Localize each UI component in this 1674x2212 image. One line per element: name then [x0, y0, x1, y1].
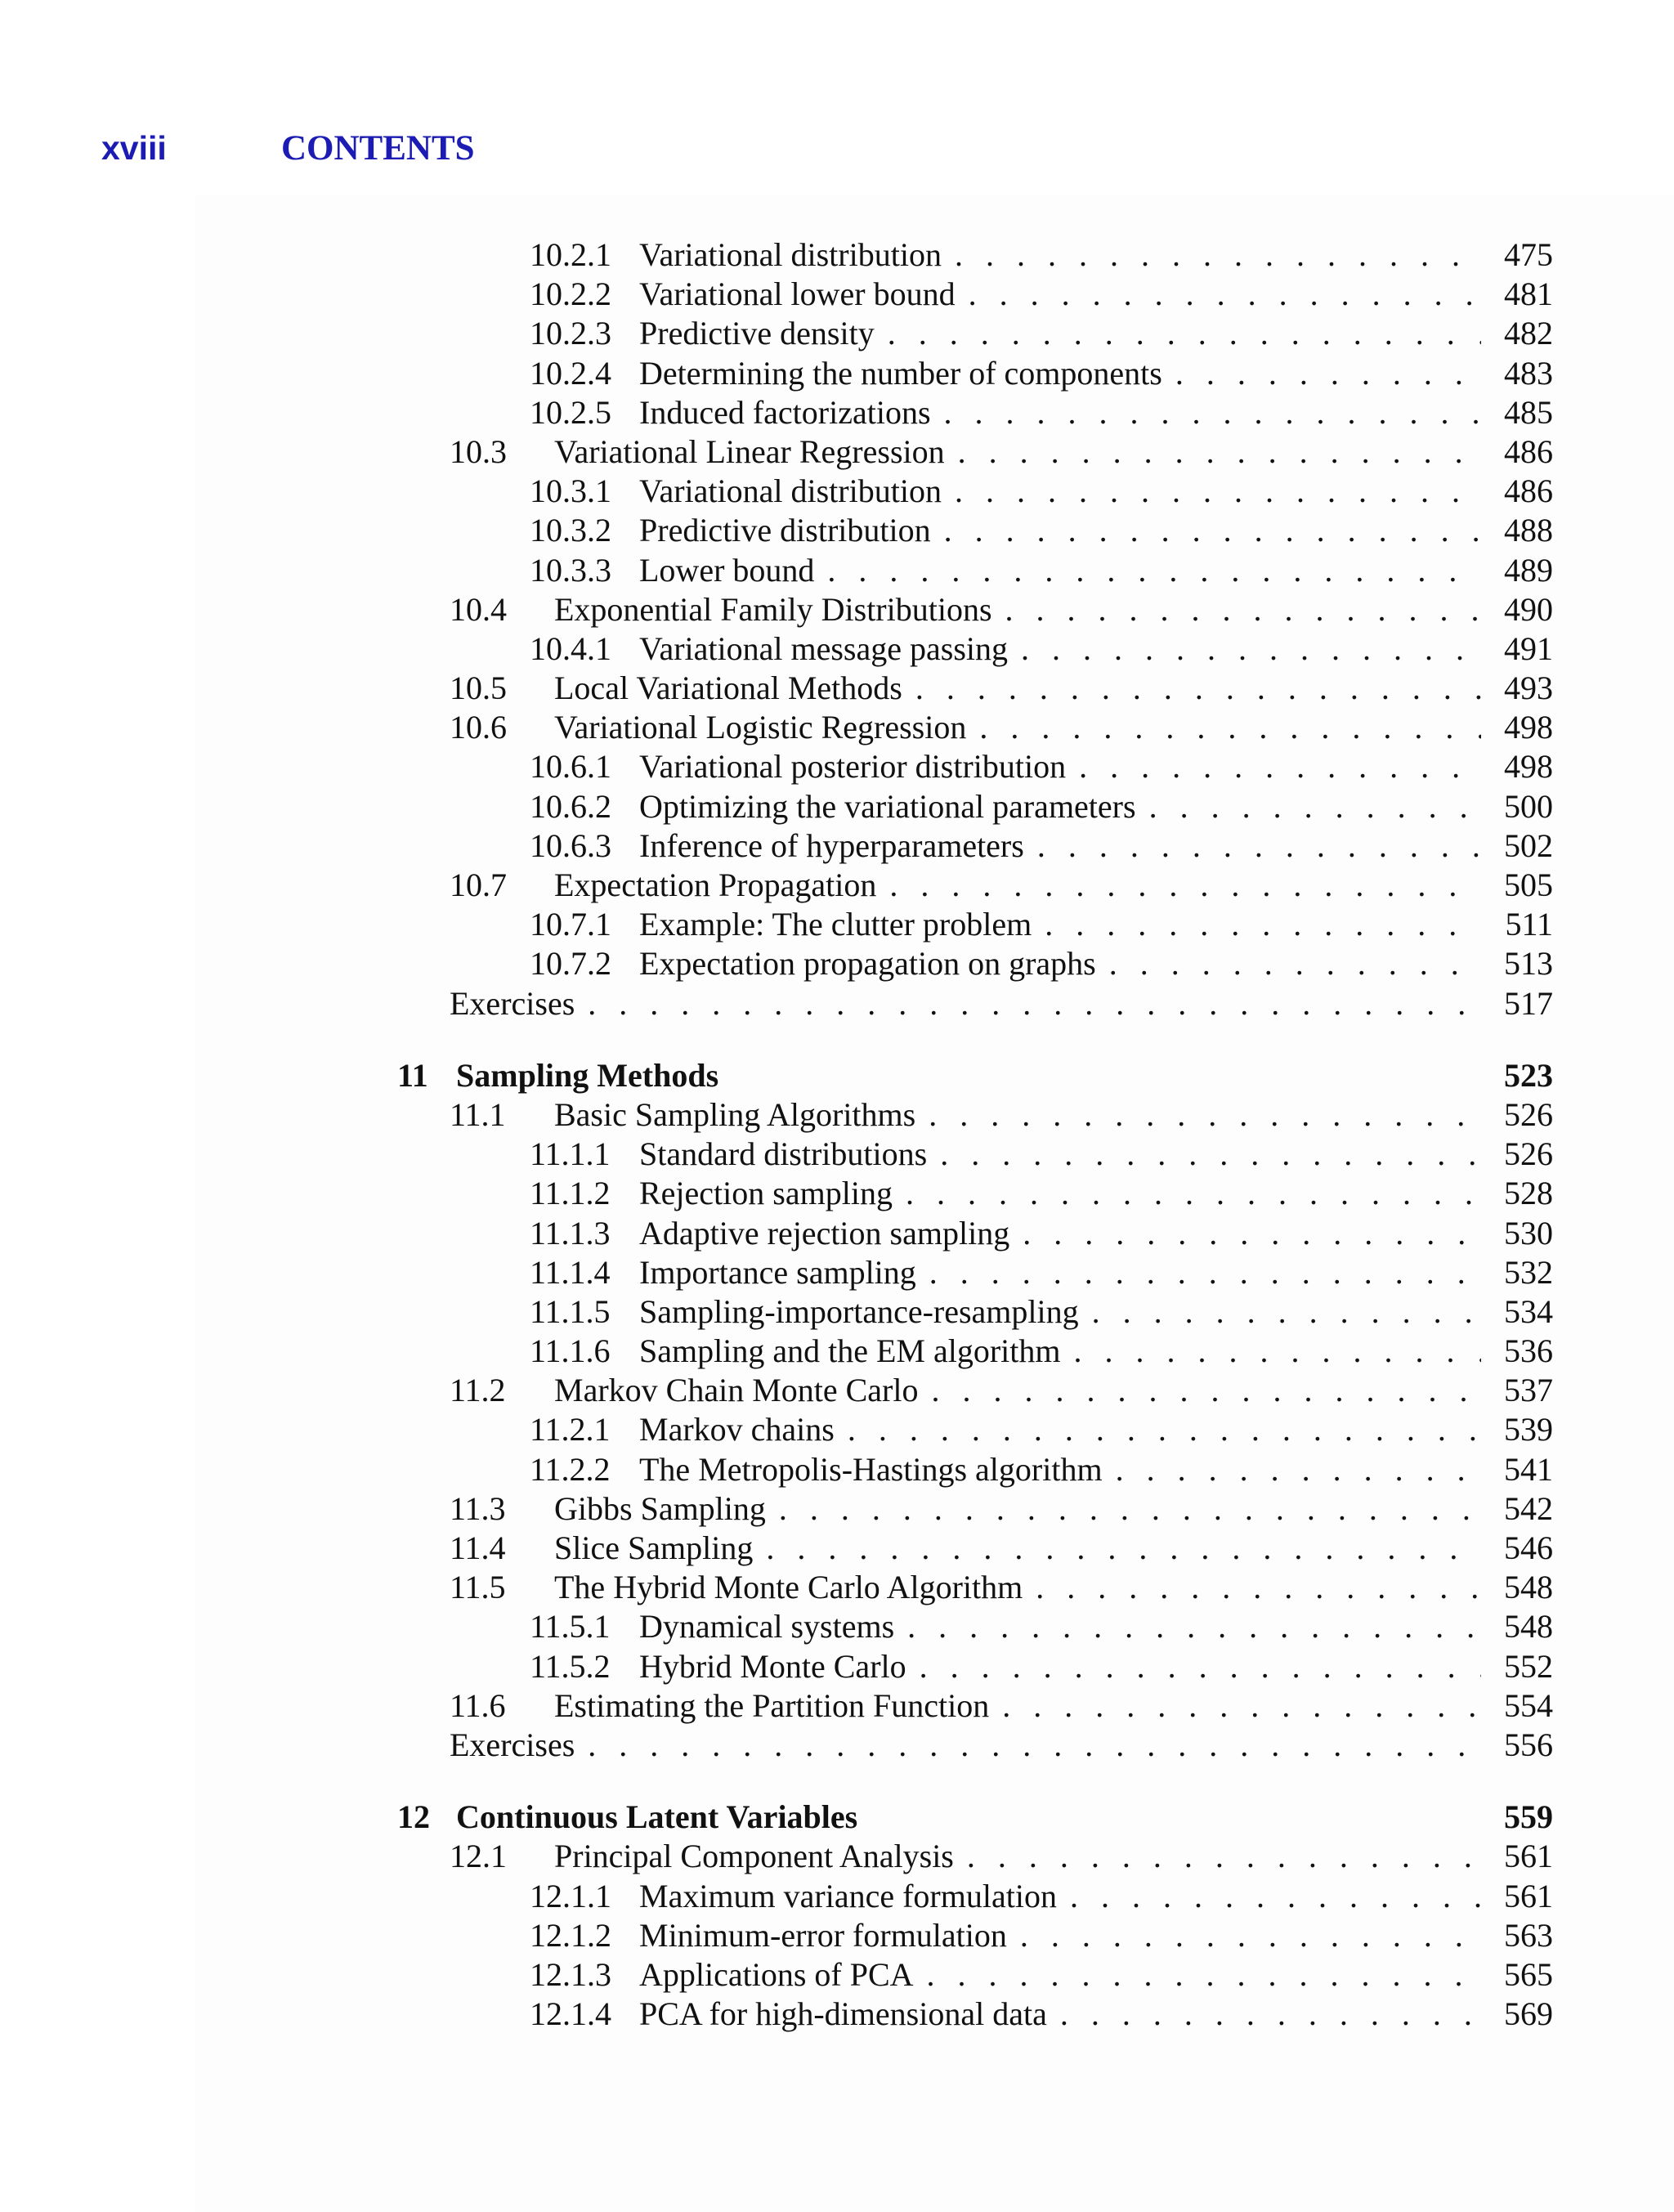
toc-entry-page: 539: [1504, 1411, 1553, 1449]
toc-entry[interactable]: [397, 1529, 1553, 1568]
toc-entry-heading: [450, 432, 1481, 472]
toc-entry-number: 11.5.1: [530, 1608, 611, 1646]
toc-entry-number: 12.1.2: [530, 1916, 611, 1954]
toc-entry-heading: [530, 1450, 1481, 1489]
toc-chapter[interactable]: [397, 1056, 1553, 1095]
toc-entry-title: Variational distribution: [639, 472, 942, 510]
toc-entry-page: 561: [1504, 1877, 1553, 1914]
toc-entry-number: 11: [397, 1056, 428, 1094]
toc-entry-number: 11.1.1: [530, 1135, 611, 1173]
toc-entry-title: Dynamical systems: [639, 1608, 895, 1646]
toc-entry[interactable]: [397, 669, 1553, 708]
toc-entry-page: 548: [1504, 1569, 1553, 1606]
toc-entry-page: 486: [1504, 432, 1553, 470]
toc-entry[interactable]: [397, 472, 1553, 511]
toc-entry-title: Variational distribution: [639, 236, 942, 273]
toc-entry-page: 498: [1504, 748, 1553, 786]
toc-entry-title: Rejection sampling: [639, 1175, 893, 1212]
toc-entry-heading: [450, 1837, 1481, 1876]
toc-entry-page: 526: [1504, 1095, 1553, 1133]
toc-exercises[interactable]: [397, 1726, 1553, 1765]
toc-entry-number: 12.1.4: [530, 1995, 611, 2033]
toc-entry-number: 11.2.2: [530, 1450, 611, 1488]
toc-entry-number: 11.2: [450, 1372, 506, 1409]
toc-entry-heading: [530, 1995, 1481, 2034]
toc-entry[interactable]: [397, 551, 1553, 590]
toc-entry-number: 10.7: [450, 866, 507, 903]
toc-entry[interactable]: [397, 1292, 1553, 1332]
toc-entry-heading: [530, 354, 1481, 393]
toc-entry-heading: [530, 1647, 1481, 1686]
toc-entry-page: 523: [1504, 1056, 1553, 1094]
toc-entry-page: 498: [1504, 709, 1553, 746]
toc-entry-title: Continuous Latent Variables: [456, 1798, 858, 1836]
toc-entry-title: Determining the number of components: [639, 354, 1162, 392]
toc-entry-title: Lower bound: [639, 551, 815, 589]
toc-entry-heading: [530, 1607, 1481, 1646]
toc-entry-heading: [450, 1686, 1481, 1726]
toc-entry-title: Slice Sampling: [554, 1529, 754, 1566]
toc-entry-heading: [530, 787, 1481, 826]
toc-entry-title: Estimating the Partition Function: [554, 1686, 990, 1724]
toc-entry-number: 10.6.3: [530, 826, 611, 864]
toc-entry-title: Inference of hyperparameters: [639, 826, 1024, 864]
toc-entry[interactable]: [397, 1253, 1553, 1292]
toc-entry[interactable]: [397, 1450, 1553, 1489]
toc-entry-number: 10.2.4: [530, 354, 611, 392]
toc-entry-number: 12.1.3: [530, 1955, 611, 1993]
toc-entry-page: 554: [1504, 1686, 1553, 1724]
toc-entry-number: 12: [397, 1798, 430, 1836]
toc-entry-page: 569: [1504, 1995, 1553, 2033]
toc-entry-title: Markov chains: [639, 1411, 835, 1449]
toc-entry[interactable]: [397, 905, 1553, 944]
toc-entry-heading: [530, 1214, 1481, 1253]
toc-entry-page: 559: [1504, 1798, 1553, 1836]
toc-entry-page: 489: [1504, 551, 1553, 589]
toc-entry-page: 491: [1504, 629, 1553, 667]
toc-entry-heading: [397, 1798, 1481, 1837]
toc-entry[interactable]: [397, 275, 1553, 314]
toc-entry-title: Exercises: [450, 984, 575, 1022]
toc-entry-number: 11.2.1: [530, 1411, 611, 1449]
toc-entry-number: 10.3.2: [530, 512, 611, 549]
toc-entry-page: 537: [1504, 1372, 1553, 1409]
toc-entry[interactable]: [397, 1607, 1553, 1646]
toc-entry-title: Hybrid Monte Carlo: [639, 1647, 906, 1685]
toc-entry[interactable]: [397, 314, 1553, 353]
toc-entry-heading: [450, 1489, 1481, 1529]
toc-entry[interactable]: [397, 1214, 1553, 1253]
toc-entry-page: 502: [1504, 826, 1553, 864]
toc-entry-page: 565: [1504, 1955, 1553, 1993]
toc-entry-number: 11.1.3: [530, 1214, 611, 1252]
toc-entry-title: Exercises: [450, 1726, 575, 1763]
toc-entry[interactable]: [397, 1837, 1553, 1876]
toc-entry-number: 10.2.5: [530, 393, 611, 431]
toc-entry-title: Predictive distribution: [639, 512, 931, 549]
toc-entry[interactable]: [397, 1877, 1553, 1916]
toc-entry-title: Variational Logistic Regression: [554, 709, 967, 746]
toc-entry[interactable]: [397, 393, 1553, 432]
toc-entry-page: 552: [1504, 1647, 1553, 1685]
toc-entry[interactable]: [397, 1955, 1553, 1995]
toc-entry-heading: [530, 1174, 1481, 1213]
toc-entry-title: Exponential Family Distributions: [554, 590, 992, 628]
toc-entry[interactable]: [397, 1686, 1553, 1726]
running-title: CONTENTS: [281, 129, 475, 168]
table-of-contents: [397, 235, 1553, 2034]
toc-entry-heading: [530, 472, 1481, 511]
toc-entry-number: 12.1.1: [530, 1877, 611, 1914]
toc-exercises[interactable]: [397, 984, 1553, 1023]
toc-entry-page: 481: [1504, 275, 1553, 313]
toc-entry-title: Principal Component Analysis: [554, 1838, 954, 1875]
toc-entry-number: 10.4: [450, 590, 507, 628]
toc-entry-heading: [530, 1877, 1481, 1916]
toc-entry-title: Induced factorizations: [639, 393, 931, 431]
toc-entry[interactable]: [397, 1489, 1553, 1529]
toc-entry-heading: [450, 669, 1481, 708]
toc-entry[interactable]: [397, 787, 1553, 826]
toc-entry-title: Sampling-importance-resampling: [639, 1292, 1079, 1330]
toc-entry[interactable]: [397, 629, 1553, 669]
toc-entry-number: 10.5: [450, 669, 507, 707]
toc-entry-number: 10.2.3: [530, 315, 611, 352]
toc-entry-title: Local Variational Methods: [554, 669, 902, 707]
toc-entry-title: Expectation Propagation: [554, 866, 877, 903]
toc-entry[interactable]: [397, 432, 1553, 472]
toc-entry-page: 561: [1504, 1838, 1553, 1875]
toc-entry-number: 11.5: [450, 1569, 506, 1606]
toc-entry-number: 11.4: [450, 1529, 506, 1566]
toc-entry-page: 482: [1504, 315, 1553, 352]
toc-entry-number: 11.6: [450, 1686, 506, 1724]
toc-entry-page: 513: [1504, 945, 1553, 983]
toc-entry-title: Variational lower bound: [639, 275, 956, 313]
toc-entry-number: 10.2.1: [530, 236, 611, 273]
toc-entry-heading: [530, 944, 1481, 983]
toc-entry-page: 483: [1504, 354, 1553, 392]
toc-entry-title: Variational Linear Regression: [554, 432, 945, 470]
toc-entry-page: 485: [1504, 393, 1553, 431]
toc-entry-page: 556: [1504, 1726, 1553, 1763]
toc-entry-page: 528: [1504, 1175, 1553, 1212]
toc-entry[interactable]: [397, 1332, 1553, 1371]
toc-entry-page: 526: [1504, 1135, 1553, 1173]
toc-entry-title: The Metropolis-Hastings algorithm: [639, 1450, 1103, 1488]
toc-entry-heading: [530, 629, 1481, 669]
toc-entry[interactable]: [397, 1568, 1553, 1607]
toc-entry[interactable]: [397, 747, 1553, 786]
toc-entry-heading: [450, 1095, 1481, 1135]
toc-entry-heading: [450, 1529, 1481, 1568]
toc-entry-heading: [530, 275, 1481, 314]
toc-entry-heading: [530, 1410, 1481, 1449]
toc-entry-page: 546: [1504, 1529, 1553, 1566]
toc-entry-page: 542: [1504, 1489, 1553, 1527]
toc-entry-page: 541: [1504, 1450, 1553, 1488]
toc-entry-number: 10.6.1: [530, 748, 611, 786]
toc-entry[interactable]: [397, 1371, 1553, 1410]
toc-entry-title: Gibbs Sampling: [554, 1489, 766, 1527]
toc-entry-title: PCA for high-dimensional data: [639, 1995, 1047, 2033]
toc-entry-heading: [450, 1568, 1481, 1607]
toc-entry[interactable]: [397, 708, 1553, 747]
toc-entry-heading: [530, 511, 1481, 550]
toc-entry-title: Basic Sampling Algorithms: [554, 1095, 916, 1133]
toc-entry-number: 10.7.1: [530, 906, 611, 943]
toc-entry[interactable]: [397, 1095, 1553, 1135]
toc-entry-page: 563: [1504, 1916, 1553, 1954]
toc-entry-title: Expectation propagation on graphs: [639, 945, 1096, 983]
toc-entry-number: 12.1: [450, 1838, 507, 1875]
toc-entry[interactable]: [397, 866, 1553, 905]
toc-entry[interactable]: [397, 235, 1553, 275]
toc-entry[interactable]: [397, 354, 1553, 393]
toc-entry-page: 490: [1504, 590, 1553, 628]
running-head: [0, 0, 1674, 180]
toc-entry-title: Predictive density: [639, 315, 875, 352]
toc-entry-page: 475: [1504, 236, 1553, 273]
toc-entry-heading: [450, 1726, 1481, 1765]
toc-entry-number: 11.1.4: [530, 1253, 611, 1291]
toc-entry-heading: [530, 551, 1481, 590]
toc-entry-title: Importance sampling: [639, 1253, 916, 1291]
toc-entry-number: 10.3: [450, 432, 507, 470]
toc-entry-number: 10.7.2: [530, 945, 611, 983]
toc-entry[interactable]: [397, 1135, 1553, 1174]
toc-entry-heading: [530, 1916, 1481, 1955]
toc-entry-page: 505: [1504, 866, 1553, 903]
toc-entry-title: Adaptive rejection sampling: [639, 1214, 1010, 1252]
toc-entry-heading: [530, 393, 1481, 432]
toc-entry-page: 536: [1504, 1332, 1553, 1370]
toc-entry-page: 493: [1504, 669, 1553, 707]
toc-chapter[interactable]: [397, 1798, 1553, 1837]
toc-entry-heading: [530, 235, 1481, 275]
toc-entry-number: 10.6.2: [530, 787, 611, 825]
toc-entry[interactable]: [397, 590, 1553, 629]
toc-entry-number: 11.1: [450, 1095, 506, 1133]
toc-entry-page: 486: [1504, 472, 1553, 510]
toc-entry-page: 534: [1504, 1292, 1553, 1330]
toc-entry-title: Example: The clutter problem: [639, 906, 1032, 943]
toc-entry-heading: [530, 1135, 1481, 1174]
toc-entry-number: 10.4.1: [530, 629, 611, 667]
toc-entry[interactable]: [397, 511, 1553, 550]
toc-entry-page: 548: [1504, 1608, 1553, 1646]
toc-entry-title: Variational posterior distribution: [639, 748, 1067, 786]
toc-entry-heading: [450, 590, 1481, 629]
toc-entry-page: 488: [1504, 512, 1553, 549]
toc-entry-title: Applications of PCA: [639, 1955, 914, 1993]
toc-entry-heading: [530, 1292, 1481, 1332]
toc-entry-number: 11.5.2: [530, 1647, 611, 1685]
toc-entry-heading: [450, 866, 1481, 905]
toc-entry-number: 10.3.3: [530, 551, 611, 589]
toc-entry-title: Maximum variance formulation: [639, 1877, 1057, 1914]
toc-entry-heading: [530, 314, 1481, 353]
toc-entry[interactable]: [397, 1647, 1553, 1686]
toc-entry-title: Sampling Methods: [456, 1056, 719, 1094]
toc-entry-title: The Hybrid Monte Carlo Algorithm: [554, 1569, 1023, 1606]
toc-entry-title: Optimizing the variational parameters: [639, 787, 1136, 825]
toc-entry-number: 10.3.1: [530, 472, 611, 510]
toc-entry-title: Sampling and the EM algorithm: [639, 1332, 1061, 1370]
toc-entry[interactable]: [397, 1916, 1553, 1955]
toc-entry-heading: [450, 984, 1481, 1023]
toc-entry-page: 530: [1504, 1214, 1553, 1252]
toc-entry[interactable]: [397, 944, 1553, 983]
toc-entry[interactable]: [397, 826, 1553, 866]
toc-entry-heading: [530, 1332, 1481, 1371]
toc-entry-number: 11.1.6: [530, 1332, 611, 1370]
toc-entry-number: 11.1.2: [530, 1175, 611, 1212]
toc-entry-title: Variational message passing: [639, 629, 1008, 667]
toc-entry-page: 517: [1504, 984, 1553, 1022]
toc-entry-heading: [530, 905, 1481, 944]
page-number: xviii: [101, 129, 167, 167]
toc-entry-heading: [530, 747, 1481, 786]
toc-entry-page: 511: [1505, 906, 1553, 943]
toc-entry[interactable]: [397, 1174, 1553, 1213]
toc-entry-heading: [397, 1056, 1481, 1095]
toc-entry-heading: [530, 1955, 1481, 1995]
toc-entry[interactable]: [397, 1995, 1553, 2034]
toc-entry[interactable]: [397, 1410, 1553, 1449]
toc-entry-title: Standard distributions: [639, 1135, 928, 1173]
toc-entry-page: 500: [1504, 787, 1553, 825]
toc-entry-page: 532: [1504, 1253, 1553, 1291]
toc-entry-heading: [530, 1253, 1481, 1292]
toc-entry-number: 10.6: [450, 709, 507, 746]
toc-entry-heading: [530, 826, 1481, 866]
toc-entry-heading: [450, 1371, 1481, 1410]
toc-entry-number: 11.3: [450, 1489, 506, 1527]
toc-entry-title: Minimum-error formulation: [639, 1916, 1007, 1954]
toc-entry-number: 10.2.2: [530, 275, 611, 313]
toc-entry-title: Markov Chain Monte Carlo: [554, 1372, 919, 1409]
toc-entry-number: 11.1.5: [530, 1292, 611, 1330]
toc-entry-heading: [450, 708, 1481, 747]
